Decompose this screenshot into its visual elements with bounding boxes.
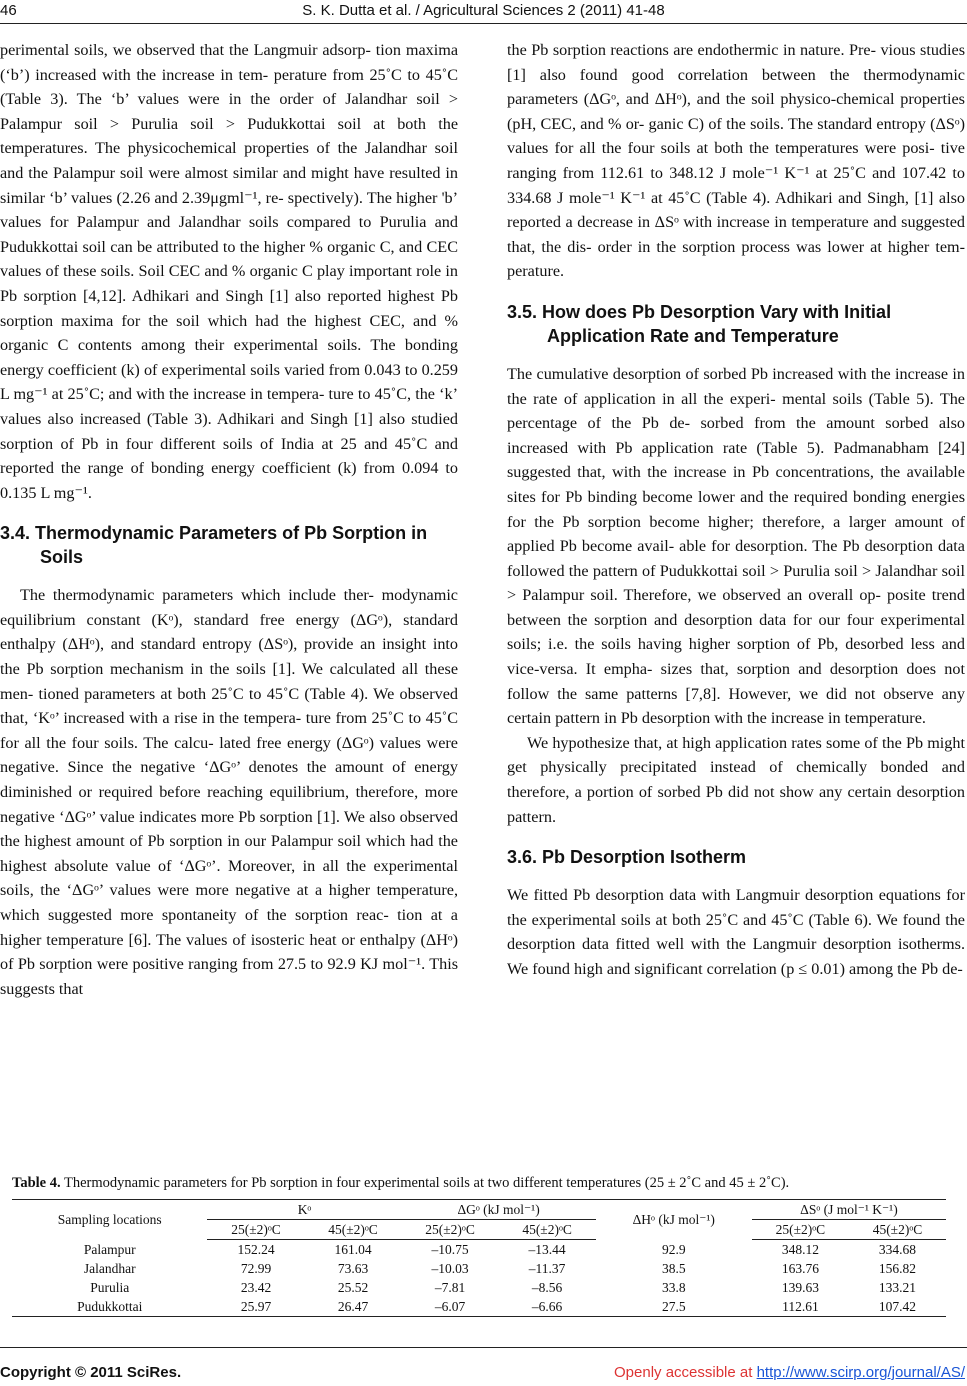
section-heading-3-4: 3.4. Thermodynamic Parameters of Pb Sorption in Soils: [0, 523, 428, 568]
running-title: S. K. Dutta et al. / Agricultural Sciences 2 (2011) 41-48: [302, 2, 665, 19]
cell: –8.56: [531, 1280, 563, 1295]
cell: 25.97: [207, 1297, 304, 1317]
footer-rule: [0, 1347, 967, 1348]
table-row: [12, 1278, 946, 1297]
cell: 23.42: [240, 1280, 272, 1295]
cell: 156.82: [878, 1261, 917, 1276]
table-row: [12, 1259, 946, 1278]
cell: 38.5: [661, 1261, 686, 1276]
cell: 107.42: [849, 1297, 946, 1317]
col-header-k: Kᵒ: [207, 1200, 401, 1220]
cell: 72.99: [240, 1261, 272, 1276]
cell: 133.21: [878, 1280, 917, 1295]
table-caption: [12, 1173, 946, 1193]
cell-location: Palampur: [83, 1241, 136, 1257]
subheader-45: 45(±2)ᵒC: [499, 1220, 596, 1240]
cell: 348.12: [781, 1242, 819, 1257]
page-header: [0, 0, 967, 24]
page-number: 46: [0, 2, 17, 19]
table-row: [12, 1240, 946, 1260]
paragraph: We hypothesize that, at high application rates some of the Pb might get physically precipitated instead of chemically bonded and therefore, a portion of sorbed Pb did not show any certain desorption pattern.: [507, 733, 965, 826]
cell: –6.66: [499, 1297, 596, 1317]
cell-location: Purulia: [90, 1280, 130, 1295]
subheader-25: 25(±2)ᵒC: [752, 1220, 849, 1240]
cell-location: Pudukkottai: [12, 1297, 207, 1317]
cell: 161.04: [334, 1242, 372, 1257]
subheader-25: 25(±2)ᵒC: [402, 1220, 499, 1240]
cell-location: Jalandhar: [83, 1261, 136, 1276]
cell: 25.52: [337, 1280, 369, 1295]
cell: –6.07: [402, 1297, 499, 1317]
col-header-location: Sampling locations: [12, 1200, 207, 1240]
cell: –13.44: [528, 1242, 566, 1257]
subheader-25: 25(±2)ᵒC: [207, 1220, 304, 1240]
paragraph: the Pb sorption reactions are endothermic in nature. Pre- vious studies [1] also found good correlation between the thermodynamic parameters (ΔGᵒ, and ΔHᵒ), and the soil physico-chemical properties (pH, CEC, and % or- ganic C) of the soils. The standard entropy (ΔSᵒ) values for all the four soils at both the temperatures were posi- tive ranging from 112.61 to 348.12 J mole⁻¹ K⁻¹ at 25˚C and 107.42 to 334.68 J mole⁻¹ K⁻¹ at 45˚C (Table 4). Adhikari and Singh, [1] also reported a decrease in ΔSᵒ with increase in temperature and suggested that, the dis- order in the sorption process was lower at higher tem- perature.: [507, 41, 965, 281]
cell: –7.81: [434, 1280, 466, 1295]
table-row: [12, 1297, 946, 1317]
col-header-h: ΔHᵒ (kJ mol⁻¹): [596, 1200, 752, 1240]
section-heading-3-6: 3.6. Pb Desorption Isotherm: [507, 847, 747, 868]
cell: 112.61: [752, 1297, 849, 1317]
subheader-45: 45(±2)ᵒC: [849, 1220, 946, 1240]
cell: 26.47: [305, 1297, 402, 1317]
cell: 139.63: [781, 1280, 819, 1295]
cell: 73.63: [337, 1261, 369, 1276]
cell: –10.75: [431, 1242, 469, 1257]
paragraph: The cumulative desorption of sorbed Pb increased with the increase in the rate of application in all the experi- mental soils (Table 5). The percentage of the Pb de- sorbed from the amount sorbed also increased with Pb application rate (Table 5). Padmanabham [24] suggested that, with the increase in Pb concentrations, the available sites for Pb binding become lower and the required bonding energies for the Pb sorption become higher; therefore, a larger amount of applied Pb become avail- able for desorption. The Pb desorption data followed the pattern of Pudukkottai soil > Purulia soil > Jalandhar soil > Palampur soil. Therefore, we observed an overall op- posite trend between the sorption and desorption data for our four experimental soils; i.e. the soils having higher sorption of Pb, desorbed less and vice-versa. It empha- sizes that, sorption and desorption does not follow the same patterns [7,8]. However, we did not observe any certain pattern in Pb desorption with the increase in temperature.: [507, 364, 965, 728]
col-header-g: ΔGᵒ (kJ mol⁻¹): [402, 1200, 596, 1220]
copyright-notice: Copyright © 2011 SciRes.: [0, 1364, 182, 1381]
cell: 163.76: [781, 1261, 819, 1276]
table-4: [12, 1199, 946, 1317]
open-access-text: Openly accessible at: [614, 1364, 753, 1381]
table-4-block: [12, 1173, 946, 1317]
cell: 152.24: [237, 1242, 275, 1257]
cell: 33.8: [661, 1280, 686, 1295]
journal-link[interactable]: http://www.scirp.org/journal/AS/: [756, 1364, 965, 1381]
paragraph: perimental soils, we observed that the Langmuir adsorp- tion maxima (‘b’) increased with the increase in tem- perature from 25˚C to 45˚C (Table 3). The ‘b’ values were in the order of Jalandhar soil > Palampur soil > Purulia soil > Pudukkottai soil at both the temperatures. The physicochemical properties of the Jalandhar soil and the Palampur soil were almost similar and might have resulted in similar ‘b’ values (2.26 and 2.39μgml⁻¹, re- spectively). The higher 'b’ values for Palampur and Jalandhar soils compared to Purulia and Pudukkottai soil can be attributed to the higher % organic C, and CEC values of these soils. Soil CEC and % organic C play important role in Pb sorption [4,12]. Adhikari and Singh [1] also reported highest Pb sorption maxima for the soil which had the highest CEC, and % organic C contents among their experimental soils. The bonding energy coefficient (k) of experimental soils varied from 0.043 to 0.259 L mg⁻¹ at 25˚C; and with the increase in tempera- ture to 45˚C, the ‘k’ values also increased (Table 3). Adhikari and Singh [1] also studied sorption of Pb in four different soils of India at 25 and 45˚C and reported the range of bonding energy coefficient (k) from 0.094 to 0.135 L mg⁻¹.: [0, 41, 458, 502]
table-caption-text: Thermodynamic parameters for Pb sorption in four experimental soils at two different temperatures (25 ± 2˚C and 45 ± 2˚C).: [64, 1175, 790, 1191]
left-column: [0, 38, 458, 1001]
cell: –11.37: [528, 1261, 566, 1276]
cell: 334.68: [878, 1242, 917, 1257]
cell: 27.5: [596, 1297, 752, 1317]
subheader-45: 45(±2)ᵒC: [305, 1220, 402, 1240]
right-column: [507, 38, 965, 982]
col-header-s: ΔSᵒ (J mol⁻¹ K⁻¹): [752, 1200, 946, 1220]
table-label: Table 4.: [12, 1175, 61, 1191]
cell: 92.9: [661, 1241, 686, 1257]
section-heading-3-5: 3.5. How does Pb Desorption Vary with Initial Application Rate and Temperature: [507, 301, 892, 346]
paragraph: The thermodynamic parameters which include ther- modynamic equilibrium constant (Kᵒ), standard free energy (ΔGᵒ), standard enthalpy (ΔHᵒ), and standard entropy (ΔSᵒ), provide an insight into the Pb sorption mechanism in the soils [1]. We calculated all these men- tioned parameters at both 25˚C to 45˚C (Table 4). We observed that, ‘Kᵒ’ increased with a rise in the tempera- ture from 25˚C to 45˚C for all the four soils. The calcu- lated free energy (ΔGᵒ) values were negative. Since the negative ‘ΔGᵒ’ denotes the amount of energy diminished or required before reaching equilibrium, therefore, more negative ‘ΔGᵒ’ value indicates more Pb sorption [1]. We also observed the highest amount of Pb sorption in our Palampur soil which had the highest absolute value of ‘ΔGᵒ’. Moreover, in all the experimental soils, the ‘ΔGᵒ’ values were more negative at a higher temperature, which suggested more spontaneity of the sorption reac- tion at a higher temperature [6]. The values of isosteric heat or enthalpy (ΔHᵒ) of Pb sorption were positive ranging from 27.5 to 92.9 KJ mol⁻¹. This suggests that: [0, 586, 458, 998]
open-access-notice: [614, 1364, 965, 1381]
cell: –10.03: [431, 1261, 469, 1276]
paragraph: We fitted Pb desorption data with Langmuir desorption equations for the experimental soils at both 25˚C and 45˚C (Table 6). We found the desorption data fitted well with the Langmuir desorption isotherms. We found high and significant correlation (p ≤ 0.01) among the Pb de-: [507, 886, 965, 978]
